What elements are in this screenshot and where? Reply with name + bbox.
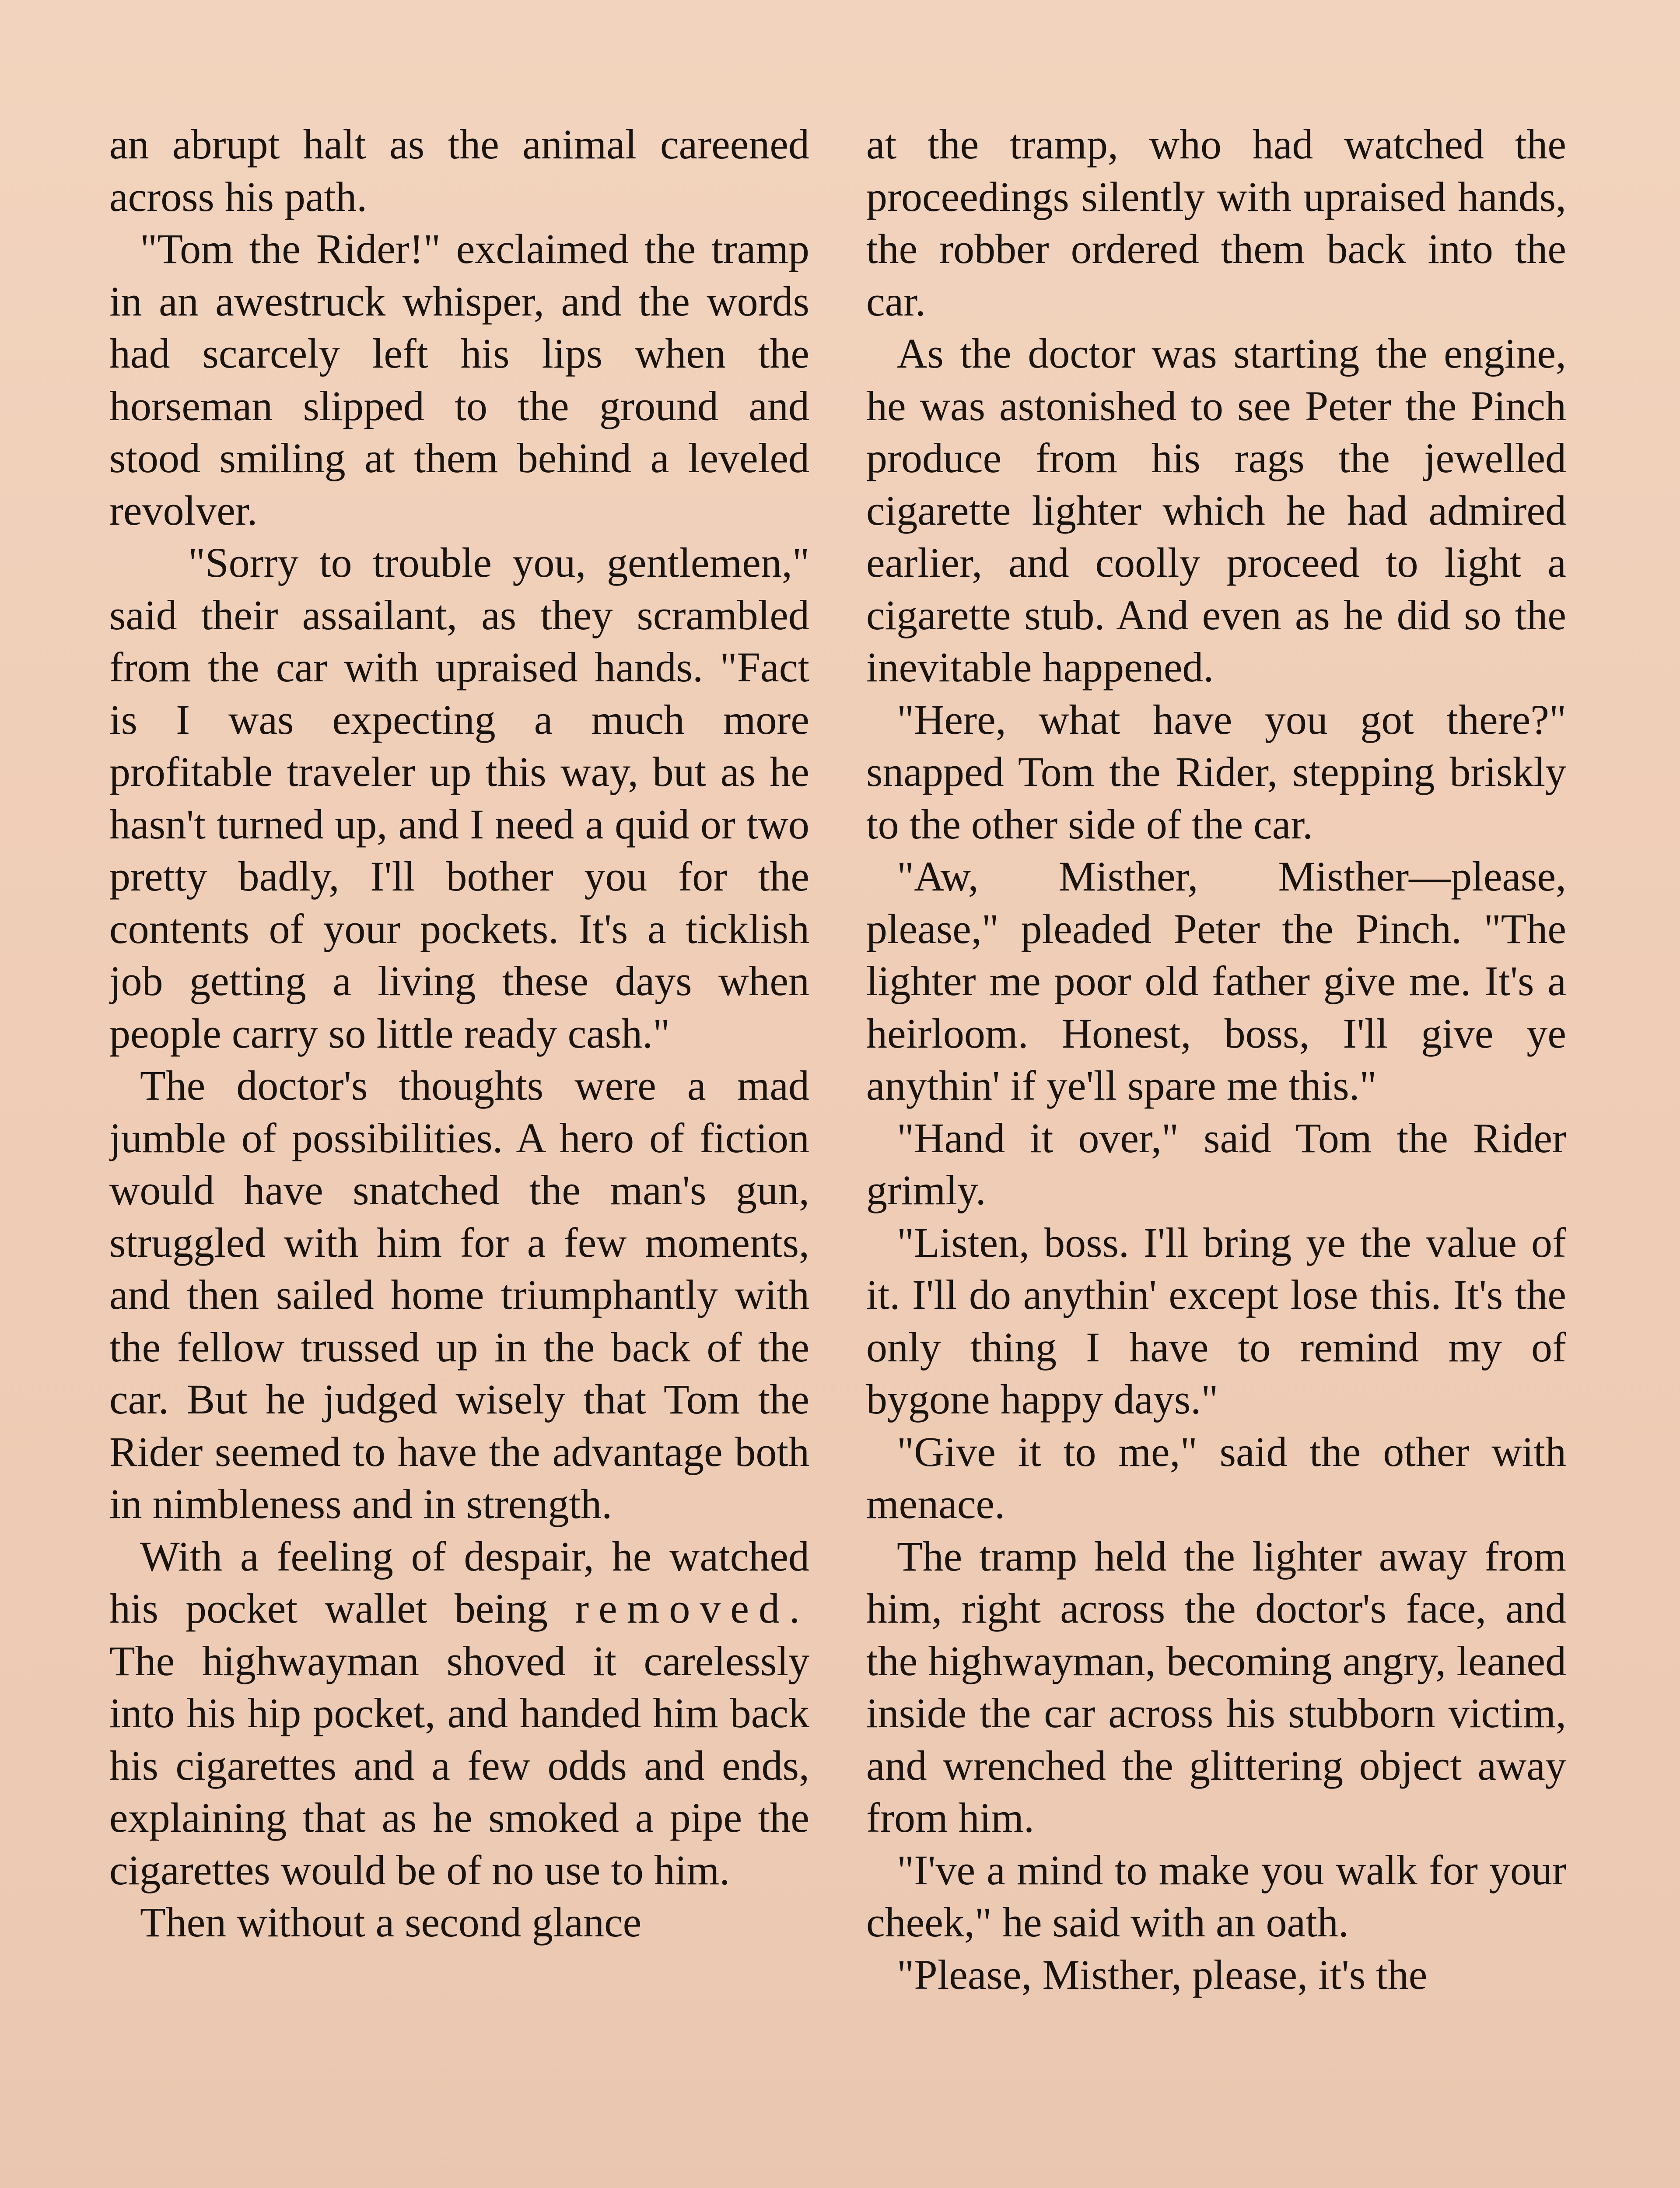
paragraph: at the tramp, who had watched the proceedings silently with upraised hands, the robber ordered them back into the car.	[866, 121, 1566, 325]
paragraph: "Sorry to trouble you, gentlemen," said their assailant, as they scrambled from the car with upraised hands. "Fact is I was expecting a much more profitable traveler up this way, but as he hasn't turned up, and I need a quid or two pretty badly, I'll bother you for the contents of your pockets. It's a ticklish job getting a living these days when people carry so little ready cash."	[109, 539, 809, 1057]
paragraph: "Please, Misther, please, it's the	[897, 1951, 1428, 1998]
paragraph: "Give it to me," said the other with menace.	[866, 1428, 1566, 1527]
paragraph: "Hand it over," said Tom the Rider grimly.	[866, 1114, 1566, 1213]
spaced-word: removed.	[575, 1585, 809, 1632]
paragraph: As the doctor was starting the engine, he was astonished to see Peter the Pinch produce from his rags the jewelled cigarette lighter which he had admired earlier, and coolly proceed to light a cigarette stub. And even as he did so the inevitable happened.	[866, 330, 1566, 691]
paragraph: "I've a mind to make you walk for your cheek," he said with an oath.	[866, 1846, 1566, 1946]
paragraph-text: The highwayman shoved it carelessly into his hip pocket, and handed him back his cigarettes and a few odds and ends, explaining that as he smoked a pipe the cigarettes would be of no use to him.	[109, 1637, 809, 1893]
paragraph: "Here, what have you got there?" snapped Tom the Rider, stepping briskly to the other side of the car.	[866, 696, 1566, 848]
left-text-column	[109, 118, 809, 2188]
paragraph: "Listen, boss. I'll bring ye the value of it. I'll do anythin' except lose this. It's the only thing I have to remind my of bygone happy days."	[866, 1219, 1566, 1423]
paragraph: The tramp held the lighter away from him, right across the doctor's face, and the highwayman, becoming angry, leaned inside the car across his stubborn victim, and wrenched the glittering object away from him.	[866, 1532, 1566, 1841]
paragraph: "Aw, Misther, Misther—please, please," pleaded Peter the Pinch. "The lighter me poor old father give me. It's a heirloom. Honest, boss, I'll give ye anythin' if ye'll spare me this."	[866, 853, 1566, 1109]
paragraph	[109, 1530, 809, 1897]
paragraph: an abrupt halt as the animal careened across his path.	[109, 121, 809, 220]
paragraph: The doctor's thoughts were a mad jumble of possibilities. A hero of fiction would have snatched the man's gun, struggled with him for a few moments, and then sailed home triumphantly with the fellow trussed up in the back of the car. But he judged wisely that Tom the Rider seemed to have the advantage both in nimbleness and in strength.	[109, 1062, 809, 1527]
paragraph-text: With a feeling of despair, he watched his pocket wallet being	[109, 1532, 809, 1632]
right-text-column	[866, 118, 1566, 2188]
paragraph: "Tom the Rider!" exclaimed the tramp in an awestruck whisper, and the words had scarcely left his lips when the horseman slipped to the ground and stood smiling at them behind a leveled revolver.	[109, 225, 809, 534]
paragraph: Then without a second glance	[140, 1899, 642, 1946]
